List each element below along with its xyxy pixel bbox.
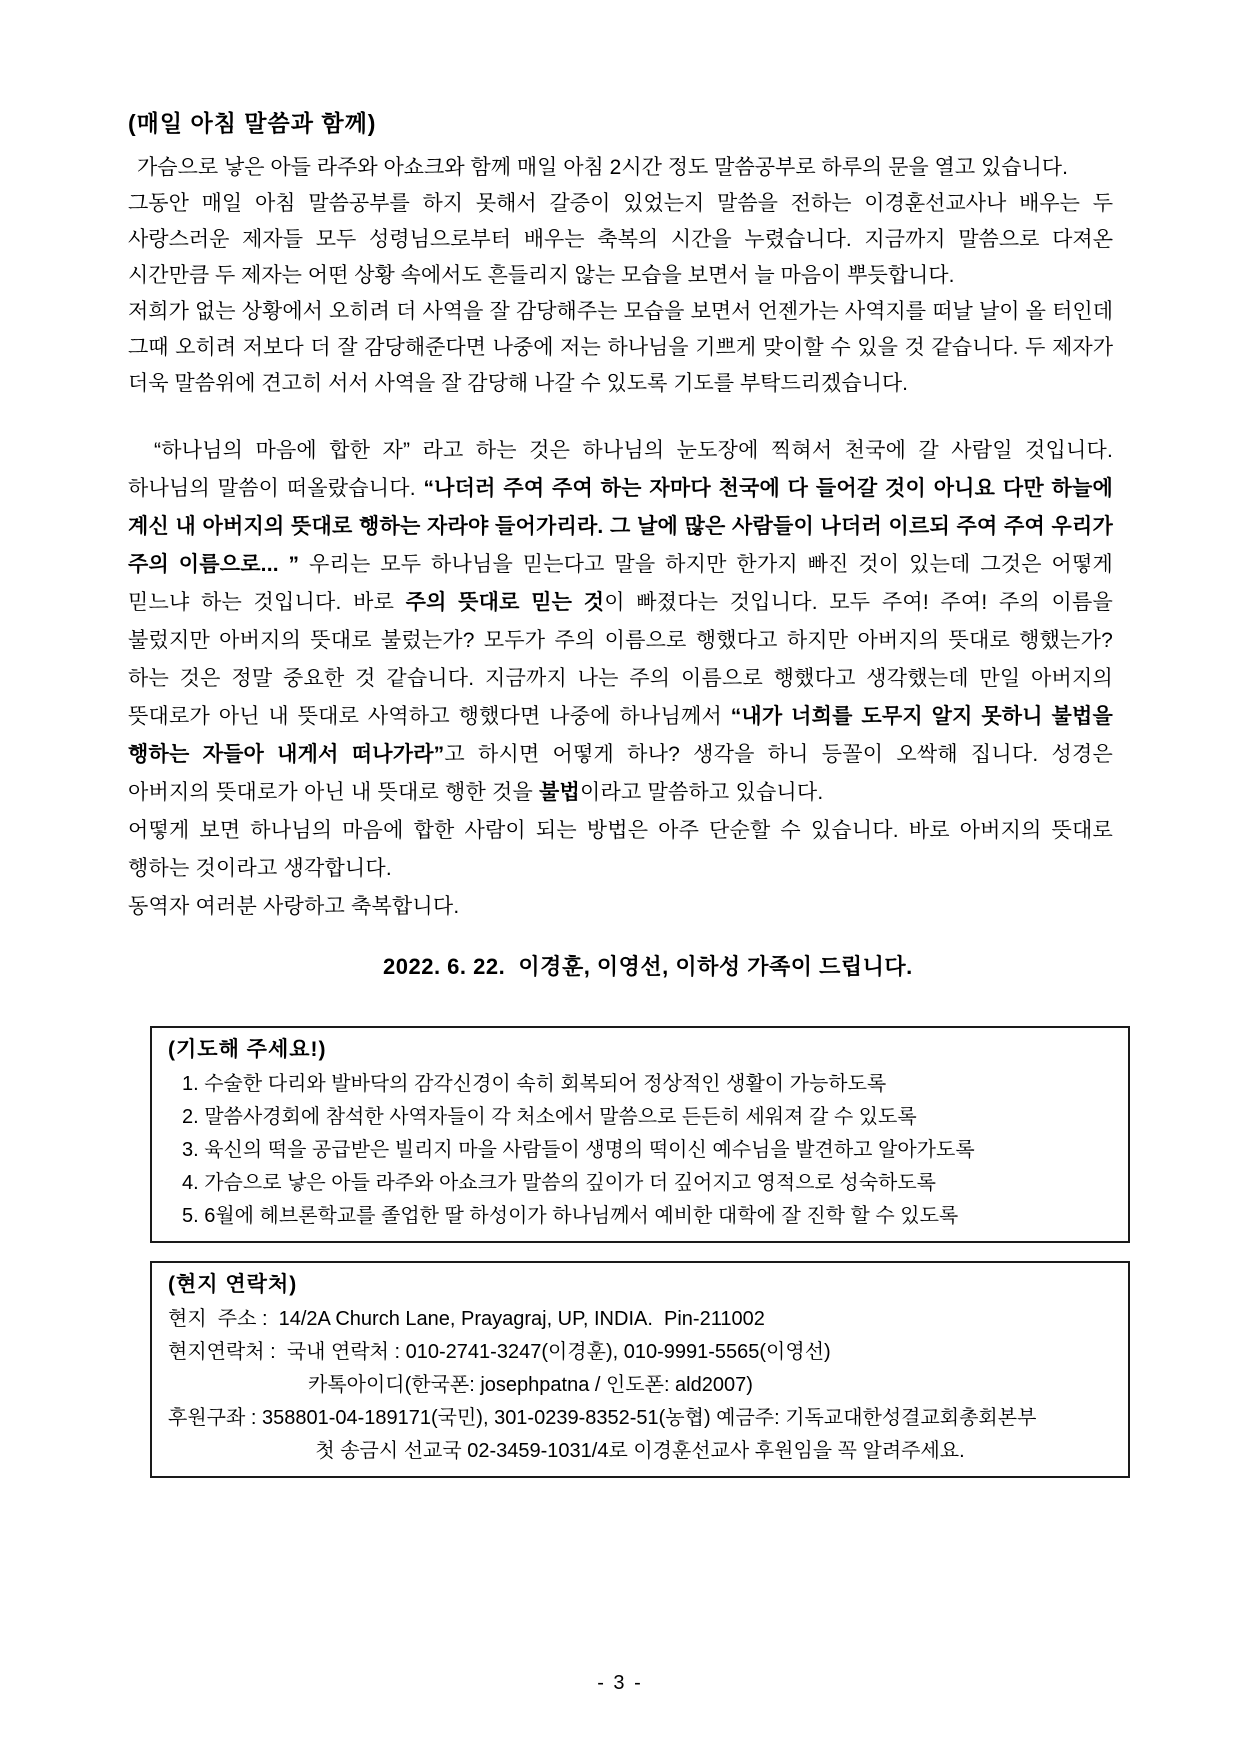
prayer-item-5: 5. 6월에 헤브론학교를 졸업한 딸 하성이가 하나님께서 예비한 대학에 잘 진학 할 수 있도록 <box>182 1205 959 1227</box>
contact-box-heading: (현지 연락처) <box>168 1273 298 1296</box>
signature-date-line: 2022. 6. 22. 이경훈, 이영선, 이하성 가족이 드립니다. <box>383 954 913 979</box>
local-contact-box <box>150 1261 1130 1478</box>
intro-paragraph-3: 저희가 없는 상황에서 오히려 더 사역을 잘 감당해주는 모습을 보면서 언젠가는 사역지를 떠날 날이 올 터인데 그때 오히려 저보다 더 잘 감당해준다면 나중에 저는 하나님을 기쁘게 맞이할 수 있을 것 같습니다. 두 제자가 더욱 말씀위에 견고히 서서 사역을 잘 감당해 나갈 수 있도록 기도를 부탁드리겠습니다. <box>128 300 1113 395</box>
prayer-item-3: 3. 육신의 떡을 공급받은 빌리지 마을 사람들이 생명의 떡이신 예수님을 발견하고 알아가도록 <box>182 1139 975 1161</box>
page-number: - 3 - <box>597 1672 643 1694</box>
text-run: 어떻게 보면 하나님의 마음에 합한 사람이 되는 방법은 아주 단순할 수 있습니다. 바로 아버지의 뜻대로 행하는 것이라고 생각합니다. <box>128 819 1113 880</box>
testimony-paragraph-3 <box>128 888 1113 926</box>
text-run: 우리는 모두 하나님을 믿는다고 말을 하지만 한가지 빠진 것이 있는데 그것은 어떻게 믿느냐 하는 것입니다. 바로 <box>128 553 1113 614</box>
bold-scripture-run: “나더러 주여 주여 하는 자마다 천국에 다 들어갈 것이 아니요 다만 하늘에 계신 내 아버지의 뜻대로 행하는 자라야 들어가리라. 그 날에 많은 사람들이 나더러 이르되 주여 주여 우리가 주의 이름으로... ” <box>128 477 1113 576</box>
bold-scripture-run: 주의 뜻대로 믿는 것 <box>405 591 605 614</box>
contact-account-line: 후원구좌 : 358801-04-189171(국민), 301-0239-8352-51(농협) 예금주: 기독교대한성결교회총회본부 <box>168 1407 1037 1429</box>
testimony-paragraph-1 <box>128 432 1113 812</box>
contact-notice-line: 첫 송금시 선교국 02-3459-1031/4로 이경훈선교사 후원임을 꼭 알려주세요. <box>315 1440 965 1462</box>
intro-paragraph-2: 그동안 매일 아침 말씀공부를 하지 못해서 갈증이 있었는지 말씀을 전하는 이경훈선교사나 배우는 두 사랑스러운 제자들 모두 성령님으로부터 배우는 축복의 시간을 누렸습니다. 지금까지 말씀으로 다져온 시간만큼 두 제자는 어떤 상황 속에서도 흔들리지 않는 모습을 보면서 늘 마음이 뿌듯합니다. <box>128 192 1113 287</box>
prayer-requests-box <box>150 1026 1130 1243</box>
prayer-box-heading: (기도해 주세요!) <box>168 1038 327 1061</box>
text-run: 동역자 여러분 사랑하고 축복합니다. <box>128 895 460 918</box>
text-run: “하나님의 마음에 합한 자” 라고 하는 것은 하나님의 눈도장에 찍혀서 천국에 갈 사람일 것입니다. 하나님의 말씀이 떠올랐습니다. <box>128 439 1113 500</box>
prayer-item-4: 4. 가슴으로 낳은 아들 라주와 아쇼크가 말씀의 깊이가 더 깊어지고 영적으로 성숙하도록 <box>182 1172 937 1194</box>
contact-kakao-line: 카톡아이디(한국폰: josephpatna / 인도폰: ald2007) <box>308 1374 753 1396</box>
contact-phone-line: 현지연락처 : 국내 연락처 : 010-2741-3247(이경훈), 010-9991-5565(이영선) <box>168 1341 831 1363</box>
prayer-item-2: 2. 말씀사경회에 참석한 사역자들이 각 처소에서 말씀으로 든든히 세워져 갈 수 있도록 <box>182 1106 917 1128</box>
intro-paragraph-1: 가슴으로 낳은 아들 라주와 아쇼크와 함께 매일 아침 2시간 정도 말씀공부로 하루의 문을 열고 있습니다. <box>137 156 1068 179</box>
bold-scripture-run: 불법 <box>539 781 580 804</box>
contact-address-line: 현지 주소 : 14/2A Church Lane, Prayagraj, UP, INDIA. Pin-211002 <box>168 1308 765 1330</box>
prayer-item-1: 1. 수술한 다리와 발바닥의 감각신경이 속히 회복되어 정상적인 생활이 가능하도록 <box>182 1073 887 1095</box>
section-heading-morning-devotion: (매일 아침 말씀과 함께) <box>128 110 377 136</box>
bold-scripture-run: “내가 너희를 도무지 알지 못하니 불법을 행하는 자들아 내게서 떠나가라” <box>128 705 1113 766</box>
text-run: 고 하시면 어떻게 하나? 생각을 하니 등꼴이 오싹해 집니다. 성경은 아버지의 뜻대로가 아닌 내 뜻대로 행한 것을 <box>128 743 1113 804</box>
text-run: 이 빠졌다는 것입니다. 모두 주여! 주여! 주의 이름을 불렀지만 아버지의 뜻대로 불렀는가? 모두가 주의 이름으로 행했다고 하지만 아버지의 뜻대로 행했는가? 하는 것은 정말 중요한 것 같습니다. 지금까지 나는 주의 이름으로 행했다고 생각했는데 만일 아버지의 뜻대로가 아닌 내 뜻대로 사역하고 행했다면 나중에 하나님께서 <box>128 591 1113 728</box>
testimony-section <box>128 432 1113 926</box>
text-run: 이라고 말씀하고 있습니다. <box>579 781 824 804</box>
testimony-paragraph-2 <box>128 812 1113 888</box>
